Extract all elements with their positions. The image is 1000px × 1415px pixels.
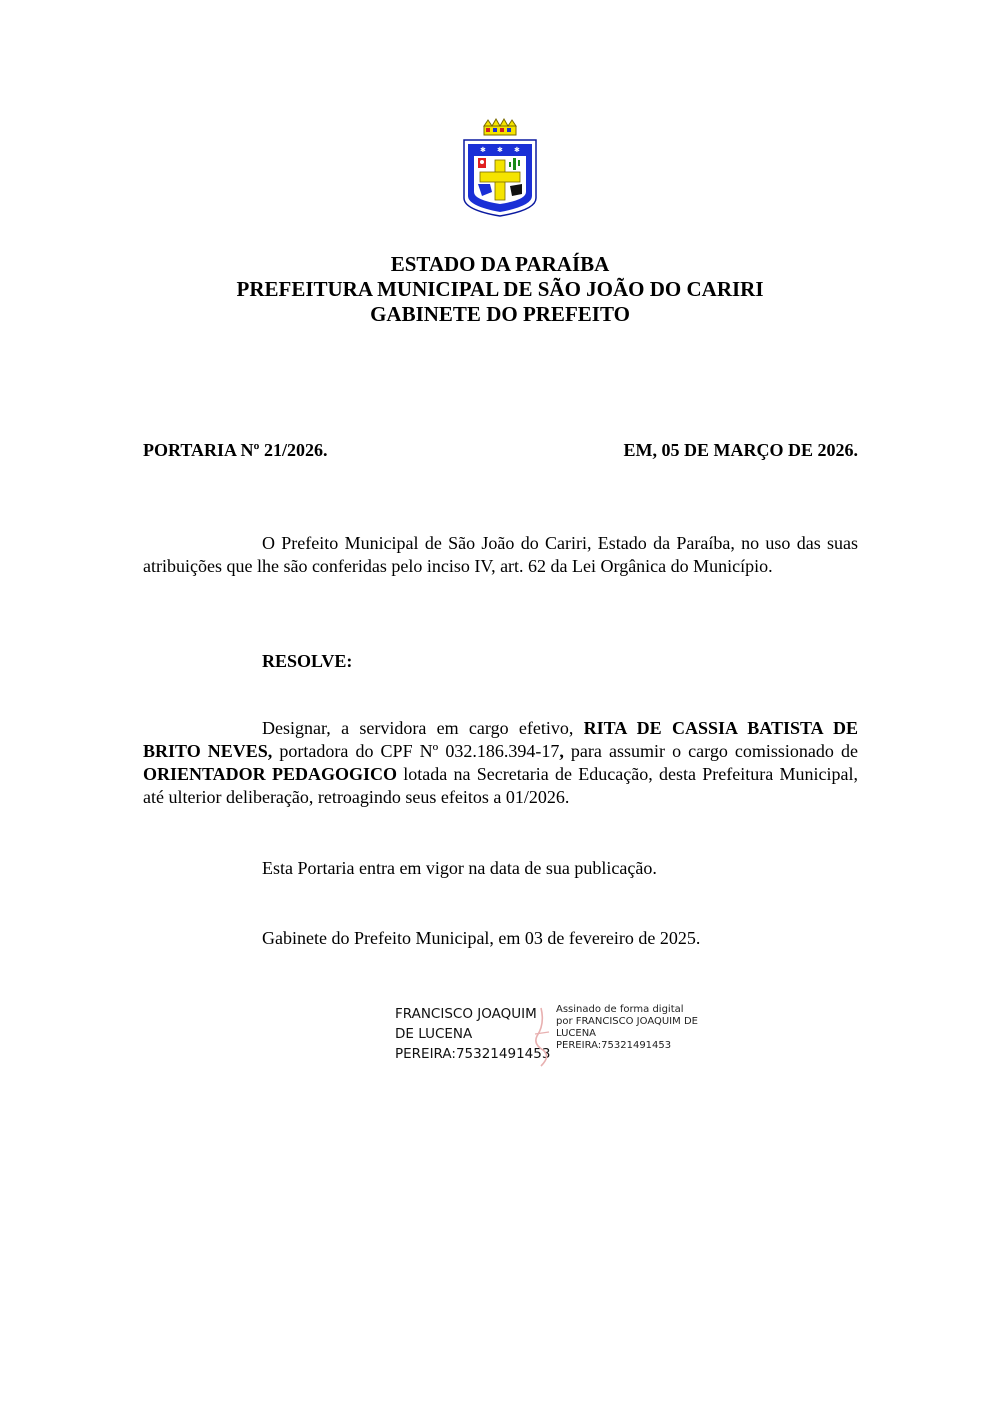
document-header [0,252,1000,327]
employee-name: RITA DE CASSIA BATISTA DE BRITO NEVES, [143,718,858,761]
signer-name-line: FRANCISCO JOAQUIM [395,1006,537,1022]
signature-note-line: Assinado de forma digital [556,1004,684,1015]
designation-text-3: para assumir o cargo comissionado de [563,741,858,761]
effective-statement: Esta Portaria entra em vigor na data de sua publicação. [262,858,657,878]
designation-paragraph [143,717,858,809]
header-state: ESTADO DA PARAÍBA [390,252,610,276]
designation-text-1: Designar, a servidora em cargo efetivo, [262,718,584,738]
intro-paragraph: O Prefeito Municipal de São João do Cariri, Estado da Paraíba, no uso das suas atribuições que lhe são conferidas pelo inciso IV, art. 62 da Lei Orgânica do Município. [143,533,858,576]
resolve-heading: RESOLVE: [262,651,353,671]
signer-name-line: PEREIRA:75321491453 [395,1046,551,1062]
signature-note [556,1004,698,1052]
svg-text:✱: ✱ [480,146,486,154]
municipal-coat-of-arms-icon [458,118,542,218]
designation-text-2: portadora do CPF Nº 032.186.394-17 [272,741,560,761]
portaria-date: EM, 05 DE MARÇO DE 2026. [623,440,858,460]
role-title: ORIENTADOR PEDAGOGICO [143,764,397,784]
designation-text-4: lotada na Secretaria de Educação, desta Prefeitura Municipal, até ulterior deliberação, retroagindo seus efeitos a 01/2026. [143,764,858,807]
svg-text:✱: ✱ [497,146,503,154]
portaria-number: PORTARIA Nº 21/2026. [143,440,328,460]
header-office: GABINETE DO PREFEITO [370,302,630,326]
signer-name-line: DE LUCENA [395,1026,473,1042]
header-municipality: PREFEITURA MUNICIPAL DE SÃO JOÃO DO CARIRI [236,277,764,301]
closing-statement: Gabinete do Prefeito Municipal, em 03 de fevereiro de 2025. [262,928,701,948]
signature-note-line: LUCENA [556,1028,597,1039]
svg-text:✱: ✱ [514,146,520,154]
signature-note-line: PEREIRA:75321491453 [556,1040,672,1051]
digital-signature [395,1004,725,1074]
designation-comma: , [559,741,564,761]
signature-note-line: por FRANCISCO JOAQUIM DE [556,1016,698,1027]
